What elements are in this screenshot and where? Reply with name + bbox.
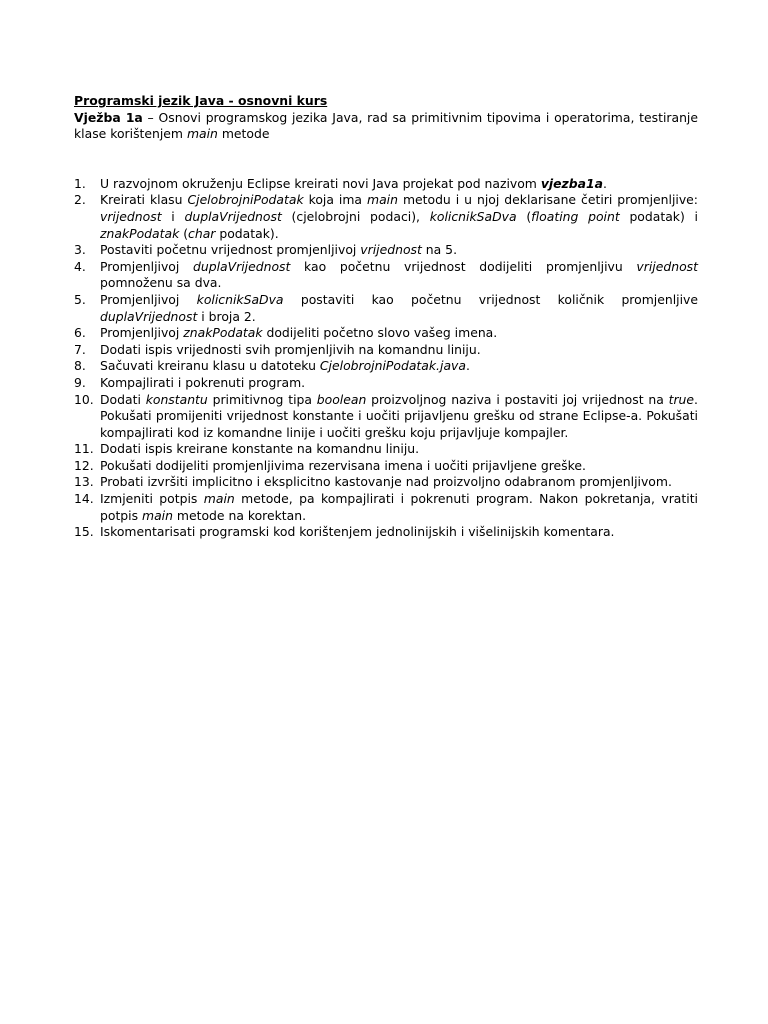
exercise-description-end: metode: [217, 126, 270, 142]
task-text-segment: (cjelobrojni podaci),: [281, 208, 430, 224]
task-number: 7.: [74, 341, 86, 357]
exercise-intro: [74, 110, 698, 143]
exercise-dash: –: [142, 109, 159, 125]
task-text: [100, 474, 698, 491]
task-text: [100, 392, 698, 442]
task-text-emphasis: CjelobrojniPodatak: [187, 192, 304, 208]
task-number: 9.: [74, 374, 86, 390]
task-text-segment: podatak).: [215, 225, 279, 241]
task-text-segment: .: [602, 175, 607, 191]
exercise-label: Vježba 1a: [74, 109, 143, 125]
document-page: [74, 93, 698, 541]
task-text-segment: na 5.: [421, 242, 458, 258]
task-text-segment: proizvoljnog naziva i postaviti joj vrijednost na: [366, 391, 669, 407]
task-text-segment: Promjenljivoj: [100, 325, 184, 341]
spacer: [74, 143, 698, 176]
task-text: [100, 242, 698, 259]
task-text: [100, 342, 698, 359]
task-item: [74, 242, 698, 259]
task-text-segment: Postaviti početnu vrijednost promjenljivoj: [100, 242, 361, 258]
task-text-segment: metode, pa kompajlirati i pokrenuti program. Nakon pokretanja, vratiti potpis: [100, 491, 698, 523]
task-text-segment: metode na korektan.: [172, 507, 307, 523]
task-number: 12.: [74, 457, 94, 473]
task-text-segment: dodijeliti početno slovo vašeg imena.: [262, 325, 498, 341]
task-number: 11.: [74, 441, 94, 457]
task-text-segment: Sačuvati kreiranu klasu u datoteku: [100, 358, 320, 374]
task-text-emphasis: char: [188, 225, 216, 241]
task-number: 4.: [74, 258, 86, 274]
task-number: 5.: [74, 291, 86, 307]
task-text-segment: U razvojnom okruženju Eclipse kreirati novi Java projekat pod nazivom: [100, 175, 541, 191]
task-text: [100, 259, 698, 292]
task-text: [100, 441, 698, 458]
task-text-segment: i broja 2.: [197, 308, 256, 324]
task-item: [74, 392, 698, 442]
task-text-segment: Dodati: [100, 391, 146, 407]
exercise-description: Osnovi programskog jezika Java, rad sa primitivnim tipovima i operatorima, testiranje klase korištenjem: [74, 109, 698, 142]
task-item: [74, 441, 698, 458]
task-text: [100, 491, 698, 524]
task-text-emphasis: vrijednost: [360, 242, 422, 258]
task-text: [100, 358, 698, 375]
task-text-emphasis: vjezba1a: [540, 175, 603, 191]
task-text-emphasis: CjelobrojniPodatak.java: [319, 358, 466, 374]
exercise-main-keyword: main: [186, 126, 218, 142]
task-text-segment: kao početnu vrijednost dodijeliti promjenljivu: [290, 258, 637, 274]
task-text-segment: Probati izvršiti implicitno i eksplicitno kastovanje nad proizvoljno odabranom promjenljivom.: [100, 474, 672, 490]
task-text-segment: . Pokušati promijeniti vrijednost konstante i uočiti prijavljenu grešku od strane Eclipse-a. Pokušati kompajlirati kod iz komandne linije i uočiti grešku koju prijavljuje kompajler.: [100, 391, 698, 440]
task-number: 2.: [74, 192, 86, 208]
task-text-segment: postaviti kao početnu vrijednost količnik promjenljive: [283, 291, 698, 307]
task-item: [74, 176, 698, 193]
task-text: [100, 375, 698, 392]
task-item: [74, 292, 698, 325]
task-text-segment: Izmjeniti potpis: [100, 491, 204, 507]
task-text-segment: i: [161, 208, 185, 224]
task-item: [74, 474, 698, 491]
task-text-emphasis: duplaVrijednost: [100, 308, 198, 324]
task-list: [74, 176, 698, 541]
task-number: 3.: [74, 242, 86, 258]
task-item: [74, 358, 698, 375]
task-text-emphasis: kolicnikSaDva: [196, 291, 284, 307]
task-text: [100, 524, 698, 541]
task-number: 8.: [74, 358, 86, 374]
task-text-emphasis: duplaVrijednost: [184, 208, 282, 224]
task-text-segment: podatak) i: [619, 208, 698, 224]
task-text-emphasis: vrijednost: [100, 208, 162, 224]
task-text: [100, 176, 698, 193]
task-text: [100, 458, 698, 475]
task-text-emphasis: main: [367, 192, 398, 208]
task-text-emphasis: duplaVrijednost: [193, 258, 291, 274]
task-text-segment: Iskomentarisati programski kod korištenjem jednolinijskih i višelinijskih komentara.: [100, 524, 615, 540]
task-text-segment: Promjenljivoj: [100, 258, 194, 274]
task-text-emphasis: main: [203, 491, 235, 507]
task-text-emphasis: znakPodatak: [183, 325, 263, 341]
task-text-segment: koja ima: [303, 192, 367, 208]
task-text: [100, 325, 698, 342]
task-item: [74, 192, 698, 242]
task-item: [74, 491, 698, 524]
task-text-emphasis: vrijednost: [636, 258, 698, 274]
task-text-emphasis: kolicnikSaDva: [429, 208, 517, 224]
task-text-segment: primitivnog tipa: [207, 391, 317, 407]
task-item: [74, 325, 698, 342]
task-text-segment: metodu i u njoj deklarisane četiri promjenljive:: [397, 192, 698, 208]
task-number: 14.: [74, 491, 94, 507]
task-text-segment: Kreirati klasu: [100, 192, 188, 208]
task-number: 10.: [74, 391, 94, 407]
task-text-segment: Dodati ispis vrijednosti svih promjenljivih na komandnu liniju.: [100, 341, 481, 357]
task-text-segment: (: [179, 225, 189, 241]
task-text-emphasis: main: [142, 507, 173, 523]
task-number: 13.: [74, 474, 94, 490]
task-item: [74, 524, 698, 541]
task-text-emphasis: boolean: [316, 391, 367, 407]
task-text-emphasis: konstantu: [145, 391, 208, 407]
task-text-segment: Dodati ispis kreirane konstante na komandnu liniju.: [100, 441, 420, 457]
task-text-emphasis: znakPodatak: [100, 225, 180, 241]
task-text-segment: Pokušati dodijeliti promjenljivima rezervisana imena i uočiti prijavljene greške.: [100, 457, 586, 473]
task-item: [74, 259, 698, 292]
task-item: [74, 375, 698, 392]
task-number: 15.: [74, 524, 94, 540]
task-item: [74, 458, 698, 475]
document-title: Programski jezik Java - osnovni kurs: [74, 93, 328, 108]
task-text-segment: pomnoženu sa dva.: [100, 275, 222, 291]
task-text: [100, 192, 698, 242]
task-text-emphasis: true: [668, 391, 695, 407]
task-text-segment: .: [465, 358, 470, 374]
task-number: 6.: [74, 325, 86, 341]
task-number: 1.: [74, 175, 86, 191]
task-text-segment: Promjenljivoj: [100, 291, 197, 307]
task-text-segment: (: [516, 208, 532, 224]
task-text-emphasis: floating point: [531, 208, 620, 224]
task-item: [74, 342, 698, 359]
task-text: [100, 292, 698, 325]
task-text-segment: Kompajlirati i pokrenuti program.: [100, 374, 306, 390]
